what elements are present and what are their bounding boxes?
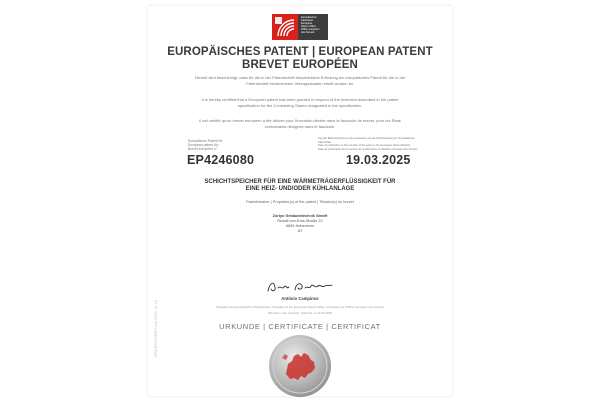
form-reference: EPA/EPO/OEB Form 2004 10.15: [154, 300, 158, 357]
epo-logo-mark-icon: [272, 14, 298, 40]
holder-country: AT: [297, 229, 303, 233]
label-line: Brevet européen n°: [188, 147, 218, 152]
proprietor-label: Patentinhaber | Proprietor(s) of the patent | Titulaire(s) du brevet: [246, 200, 354, 204]
patent-number: EP4246080: [187, 153, 255, 167]
epo-europe-seal-icon: [268, 334, 332, 398]
patent-number-label: [188, 139, 258, 152]
label-line: European patent No.: [188, 143, 220, 148]
logo-line: Europäisches: [301, 16, 317, 19]
certificate-title-line1: EUROPÄISCHES PATENT | EUROPEAN PATENT: [167, 46, 433, 58]
issue-place-date: München, den | Munich, | Munich, le 19.03.2025: [268, 311, 332, 315]
epo-logo: [272, 14, 328, 40]
holder-name: Zortyo Gebäudetechnik GmbH: [272, 214, 328, 218]
label-line: Date de publication de la mention de la délivrance au Bulletin européen des brevets: [318, 147, 418, 151]
handwritten-signature: [262, 278, 338, 294]
invention-title-line1: SCHICHTSPEICHER FÜR EINE WÄRMETRÄGERFLÜSSIGKEIT FÜR: [204, 179, 396, 185]
certificate-title-line2: BREVET EUROPÉEN: [242, 59, 358, 71]
logo-line: Patent Office: [301, 25, 316, 29]
logo-line: Office européen: [301, 28, 320, 32]
label-line: Tag der Bekanntmachung des Hinweises auf die Patenterteilung im Europäischen Patentblatt: [318, 137, 416, 144]
certify-text-de: Hiermit wird bescheinigt, dass für die in der Patentschrift beschriebene Erfindung ein europäisches Patent für die in der Patentschrift bezeichneten Vertragsstaaten erteilt worden ist.: [194, 75, 406, 86]
epo-logo-text: [298, 14, 328, 40]
label-line: Date of publication of the mention of the grant in the European Patent Bulletin: [318, 144, 411, 148]
invention-title-line2: EINE HEIZ- UND/ODER KÜHLANLAGE: [245, 186, 355, 192]
certify-text-fr: Il est certifié qu'un brevet européen a été délivré pour l'invention décrite dans le fascicule de brevet, pour les États contractants désignés dans le fascicule.: [199, 118, 401, 129]
logo-line: des brevets: [301, 31, 315, 35]
holder-city: 6845 Hohenems: [286, 224, 314, 228]
holder-street: Rudolf-von-Ems-Straße 22: [277, 219, 323, 223]
certify-text-en: It is hereby certified that a European patent has been granted in respect of the invention described in the patent specification for the Contracting States designated in the specification.: [201, 97, 399, 108]
logo-line: Patentamt: [301, 19, 313, 23]
label-line: Europäische Patent Nr.: [188, 139, 223, 143]
certificate-heading: URKUNDE | CERTIFICATE | CERTIFICAT: [219, 322, 381, 331]
patent-holder: [250, 214, 350, 234]
grant-date-label: [318, 137, 428, 151]
grant-date: 19.03.2025: [346, 153, 411, 167]
signatory-name: António Campinos: [281, 296, 319, 301]
signatory-title: Präsident des Europäischen Patentamts | President of the European Patent Office | Président de l'Office européen des brevets: [216, 305, 384, 309]
logo-line: European: [301, 22, 313, 26]
